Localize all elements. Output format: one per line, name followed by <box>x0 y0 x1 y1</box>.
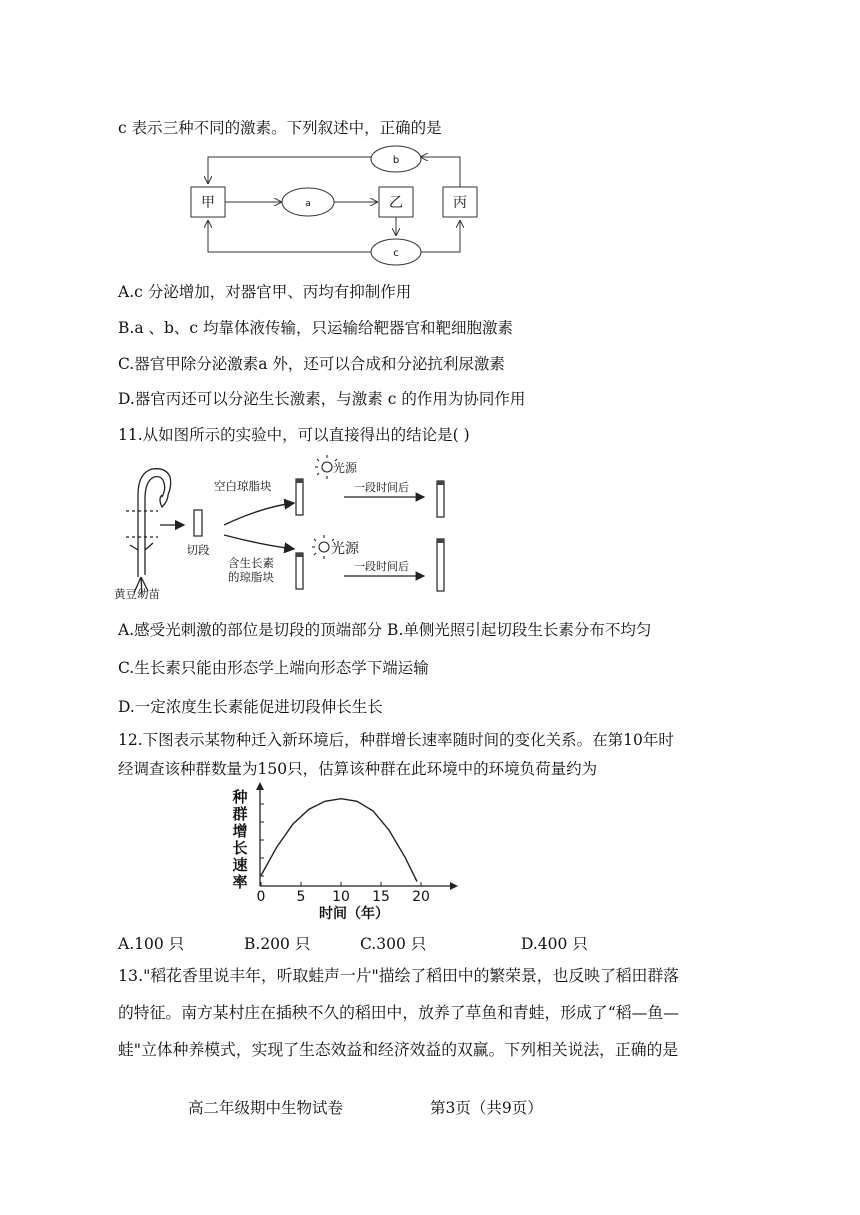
bottom-segment-before <box>296 553 303 589</box>
auxin-agar-label-2: 的琼脂块 <box>228 570 274 584</box>
top-segment-after <box>437 481 444 517</box>
chart-ylabel <box>231 788 247 891</box>
q10-option-d: D.器官丙还可以分泌生长激素，与激素 c 的作用为协同作用 <box>118 390 526 408</box>
ylabel-char: 增 <box>232 822 248 840</box>
top-segment-before <box>296 479 303 515</box>
q13-line3: 蛙"立体种养模式，实现了生态效益和经济效益的双赢。下列相关说法，正确的是 <box>118 1040 679 1059</box>
light-source-label-2: 光源 <box>331 541 359 557</box>
q11-option-c: C.生长素只能由形态学上端向形态学下端运输 <box>118 659 429 677</box>
hormone-b-label: b <box>392 155 400 166</box>
seedling-label: 黄豆幼苗 <box>114 587 160 601</box>
after-time-label-2: 一段时间后 <box>354 560 409 573</box>
q12-option-c: C.300 只 <box>360 935 427 953</box>
q12-option-d: D.400 只 <box>521 935 588 953</box>
chart-xlabel: 时间（年） <box>319 906 389 922</box>
seedling-drawing <box>126 469 171 595</box>
q10-option-b: B.a 、b、c 均靠体液传输，只运输给靶器官和靶细胞激素 <box>118 319 514 337</box>
q11-option-d: D.一定浓度生长素能促进切段伸长生长 <box>118 698 383 716</box>
after-time-label-1: 一段时间后 <box>354 481 409 494</box>
segment-label: 切段 <box>186 543 210 557</box>
hormone-c-label: c <box>393 248 399 259</box>
ylabel-char: 群 <box>232 805 248 823</box>
segment-rect <box>194 510 202 536</box>
x-tick-label: 0 <box>256 889 266 905</box>
x-tick-label: 5 <box>296 889 306 905</box>
footer-title: 高二年级期中生物试卷 <box>188 1099 344 1117</box>
organ-bing-label: 丙 <box>453 195 467 211</box>
x-tick-label: 15 <box>372 889 390 905</box>
organ-jia-label: 甲 <box>201 195 215 211</box>
q11-option-ab: A.感受光刺激的部位是切段的顶端部分 B.单侧光照引起切段生长素分布不均匀 <box>118 621 652 639</box>
ylabel-char: 速 <box>232 856 248 874</box>
q10-diagram <box>185 143 485 268</box>
auxin-agar-label-1: 含生长素 <box>228 556 274 570</box>
ylabel-char: 率 <box>232 873 248 891</box>
ylabel-char: 种 <box>232 788 248 806</box>
q13-line1: 13."稻花香里说丰年，听取蛙声一片"描绘了稻田中的繁荣景，也反映了稻田群落 <box>118 966 679 985</box>
q10-stem-tail: c 表示三种不同的激素。下列叙述中，正确的是 <box>118 119 442 137</box>
growth-rate-curve <box>261 799 417 882</box>
q10-option-a: A.c 分泌增加，对器官甲、丙均有抑制作用 <box>118 283 412 301</box>
q13-line2: 的特征。南方某村庄在插秧不久的稻田中，放养了草鱼和青蛙，形成了“稻—鱼— <box>118 1003 679 1022</box>
bottom-agar-block <box>296 553 303 557</box>
light-source-label-1: 光源 <box>333 461 358 475</box>
x-axis-arrow <box>450 882 458 890</box>
x-tick-label: 10 <box>332 889 350 905</box>
q11-figure <box>112 455 472 605</box>
y-axis-arrow <box>256 782 264 790</box>
blank-agar-label: 空白琼脂块 <box>214 479 272 493</box>
footer-page-number: 第3页（共9页） <box>430 1099 543 1117</box>
q12-option-b: B.200 只 <box>244 935 311 953</box>
q12-stem-line2: 经调查该种群数量为150只，估算该种群在此环境中的环境负荷量约为 <box>118 760 598 778</box>
q10-option-c: C.器官甲除分泌激素a 外，还可以合成和分泌抗利尿激素 <box>118 355 505 373</box>
top-agar-block <box>296 479 303 483</box>
q12-stem-line1: 12.下图表示某物种迁入新环境后，种群增长速率随时间的变化关系。在第10年时 <box>118 731 674 749</box>
chart-axes <box>256 782 458 890</box>
hormone-a-label: a <box>305 199 311 209</box>
x-tick-label: 20 <box>412 889 430 905</box>
q12-option-a: A.100 只 <box>118 935 185 953</box>
ylabel-char: 长 <box>232 839 248 857</box>
bottom-segment-after <box>437 539 444 591</box>
organ-yi-label: 乙 <box>389 195 403 211</box>
q11-stem: 11.从如图所示的实验中，可以直接得出的结论是( ) <box>118 426 470 444</box>
growth-rate-chart <box>228 782 468 924</box>
